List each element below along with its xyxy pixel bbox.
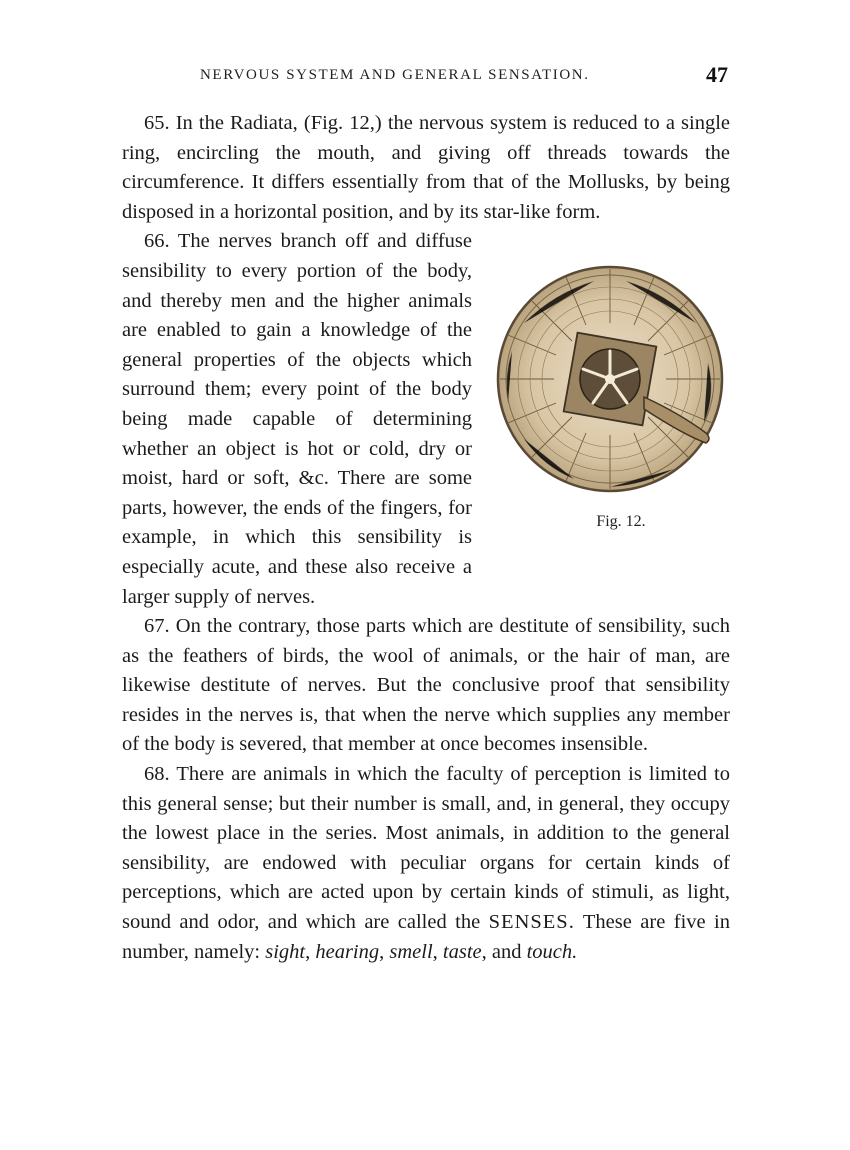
sense-hearing: hearing	[315, 940, 380, 963]
paragraph-68	[122, 760, 730, 967]
paragraph-65	[122, 109, 730, 227]
sense-smell: smell	[389, 940, 433, 963]
sense-taste: taste	[442, 940, 482, 963]
senses-term: SENSES.	[488, 911, 575, 934]
paragraph-68-text: 68. There are animals in which the faculty of perception is limited to this general sense; but their number is small, and, in general, they occupy the lowest place in the series. Most animals, in addition to the general sensibility, are endowed with peculiar organs for certain kinds of perceptions, which are acted upon by certain kinds of stimuli, as light, sound and odor, and which are called the	[122, 763, 730, 934]
figure-12	[482, 263, 730, 563]
paragraph-66-text: 66. The nerves branch off and diffuse sensibility to every portion of the body, and thereby men and the higher animals are enabled to gain a knowledge of the general properties of the objects which surround them; every point of the body being made capable of determining whether an object is hot or cold, dry or moist, hard or soft, &c. There are some parts, however, the ends of the fingers, for example, in which this sensibility is especially acute, and these also receive a larger supply of nerves.	[122, 230, 472, 608]
sense-touch: touch.	[526, 940, 578, 963]
body-text	[122, 109, 730, 967]
separator: ,	[379, 940, 390, 963]
figure-caption: Fig. 12.	[596, 513, 646, 531]
running-title: NERVOUS SYSTEM AND GENERAL SENSATION.	[200, 67, 590, 83]
running-head	[200, 62, 732, 92]
page-number: 47	[706, 62, 728, 87]
paragraph-67	[122, 612, 730, 760]
sense-sight: sight	[265, 940, 306, 963]
radiata-starfish-illustration-icon	[494, 263, 730, 499]
separator: ,	[305, 940, 316, 963]
paragraph-68-text-mid: These are five in number, namely:	[122, 911, 731, 963]
paragraph-67-text: 67. On the contrary, those parts which are destitute of sensibility, such as the feathers of birds, the wool of animals, or the hair of man, are likewise destitute of nerves. But the conclusive proof that sensibility resides in the nerves is, that when the nerve which supplies any member of the body is severed, that member at once becomes insensible.	[122, 615, 730, 756]
separator: , and	[481, 940, 527, 963]
paragraph-65-text: 65. In the Radiata, (Fig. 12,) the nervous system is reduced to a single ring, encircling the mouth, and giving off threads towards the circumference. It differs essentially from that of the Mollusks, by being disposed in a horizontal position, and by its star-like form.	[122, 112, 730, 223]
separator: ,	[432, 940, 443, 963]
